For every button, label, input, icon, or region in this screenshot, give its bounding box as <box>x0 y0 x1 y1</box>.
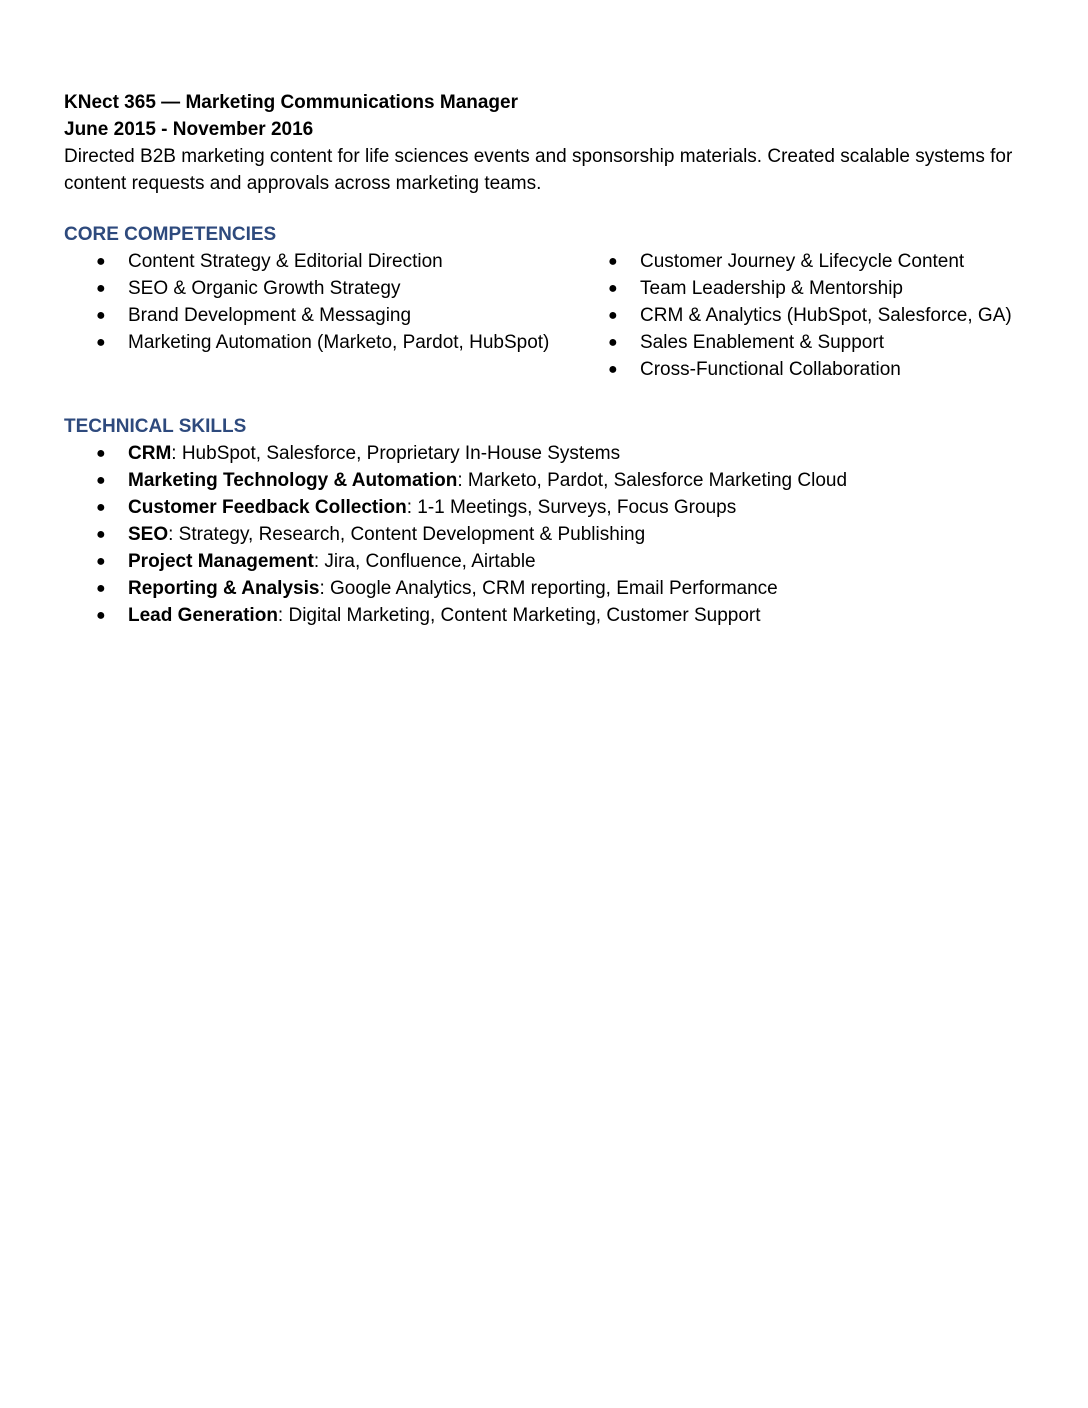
job-description: Directed B2B marketing content for life sciences events and sponsorship materials. Created scalable systems for content requests and approvals across marketing teams. <box>64 146 1013 194</box>
core-competencies-right-list <box>576 248 1024 383</box>
core-competencies-heading: CORE COMPETENCIES <box>64 224 277 245</box>
skill-item <box>64 467 1024 494</box>
bullet-icon: ● <box>96 253 106 270</box>
list-item-text: Marketing Automation (Marketo, Pardot, HubSpot) <box>128 332 550 353</box>
competency-item <box>576 302 1024 329</box>
skill-label: Lead Generation <box>128 605 278 626</box>
bullet-icon: ● <box>608 253 618 270</box>
bullet-icon: ● <box>96 553 106 570</box>
competency-item <box>576 248 1024 275</box>
job-title-line: KNect 365 — Marketing Communications Manager <box>64 92 518 113</box>
competency-item <box>64 329 576 356</box>
bullet-icon: ● <box>608 307 618 324</box>
competency-item <box>64 302 576 329</box>
bullet-icon: ● <box>96 445 106 462</box>
bullet-icon: ● <box>96 607 106 624</box>
list-item-text: SEO & Organic Growth Strategy <box>128 278 401 299</box>
skill-value: : Jira, Confluence, Airtable <box>313 551 536 572</box>
technical-skills-heading: TECHNICAL SKILLS <box>64 416 247 437</box>
skill-value: : Strategy, Research, Content Development & Publishing <box>168 524 646 545</box>
skill-value: : 1-1 Meetings, Surveys, Focus Groups <box>406 497 737 518</box>
core-competencies-left-list <box>64 248 576 383</box>
list-item-text: Content Strategy & Editorial Direction <box>128 251 443 272</box>
list-item-text: Brand Development & Messaging <box>128 305 412 326</box>
skill-label: SEO <box>128 524 169 545</box>
bullet-icon: ● <box>96 499 106 516</box>
bullet-icon: ● <box>96 280 106 297</box>
bullet-icon: ● <box>96 526 106 543</box>
technical-skills-list <box>64 440 1024 629</box>
list-item-text: Sales Enablement & Support <box>640 332 884 353</box>
skill-value: : Google Analytics, CRM reporting, Email Performance <box>319 578 778 599</box>
skill-label: Marketing Technology & Automation <box>128 470 458 491</box>
skill-value: : HubSpot, Salesforce, Proprietary In-House Systems <box>171 443 621 464</box>
skill-label: Reporting & Analysis <box>128 578 320 599</box>
list-item-text: CRM & Analytics (HubSpot, Salesforce, GA) <box>640 305 1012 326</box>
competency-item <box>64 248 576 275</box>
skill-label: Project Management <box>128 551 314 572</box>
competency-item <box>64 275 576 302</box>
bullet-icon: ● <box>96 472 106 489</box>
list-item-text: Cross-Functional Collaboration <box>640 359 901 380</box>
skill-item <box>64 521 1024 548</box>
competency-item <box>576 275 1024 302</box>
skill-item <box>64 548 1024 575</box>
skill-item <box>64 440 1024 467</box>
bullet-icon: ● <box>608 361 618 378</box>
competency-item <box>576 356 1024 383</box>
skill-item <box>64 575 1024 602</box>
skill-value: : Digital Marketing, Content Marketing, Customer Support <box>277 605 761 626</box>
list-item-text: Team Leadership & Mentorship <box>640 278 903 299</box>
skill-label: Customer Feedback Collection <box>128 497 407 518</box>
competency-item <box>576 329 1024 356</box>
skill-label: CRM <box>128 443 172 464</box>
bullet-icon: ● <box>96 307 106 324</box>
bullet-icon: ● <box>608 280 618 297</box>
bullet-icon: ● <box>96 334 106 351</box>
core-competencies-columns <box>64 248 1024 383</box>
job-dates: June 2015 - November 2016 <box>64 119 314 140</box>
skill-item <box>64 602 1024 629</box>
list-item-text: Customer Journey & Lifecycle Content <box>640 251 965 272</box>
resume-page <box>64 89 1024 629</box>
bullet-icon: ● <box>608 334 618 351</box>
bullet-icon: ● <box>96 580 106 597</box>
skill-value: : Marketo, Pardot, Salesforce Marketing Cloud <box>457 470 848 491</box>
skill-item <box>64 494 1024 521</box>
